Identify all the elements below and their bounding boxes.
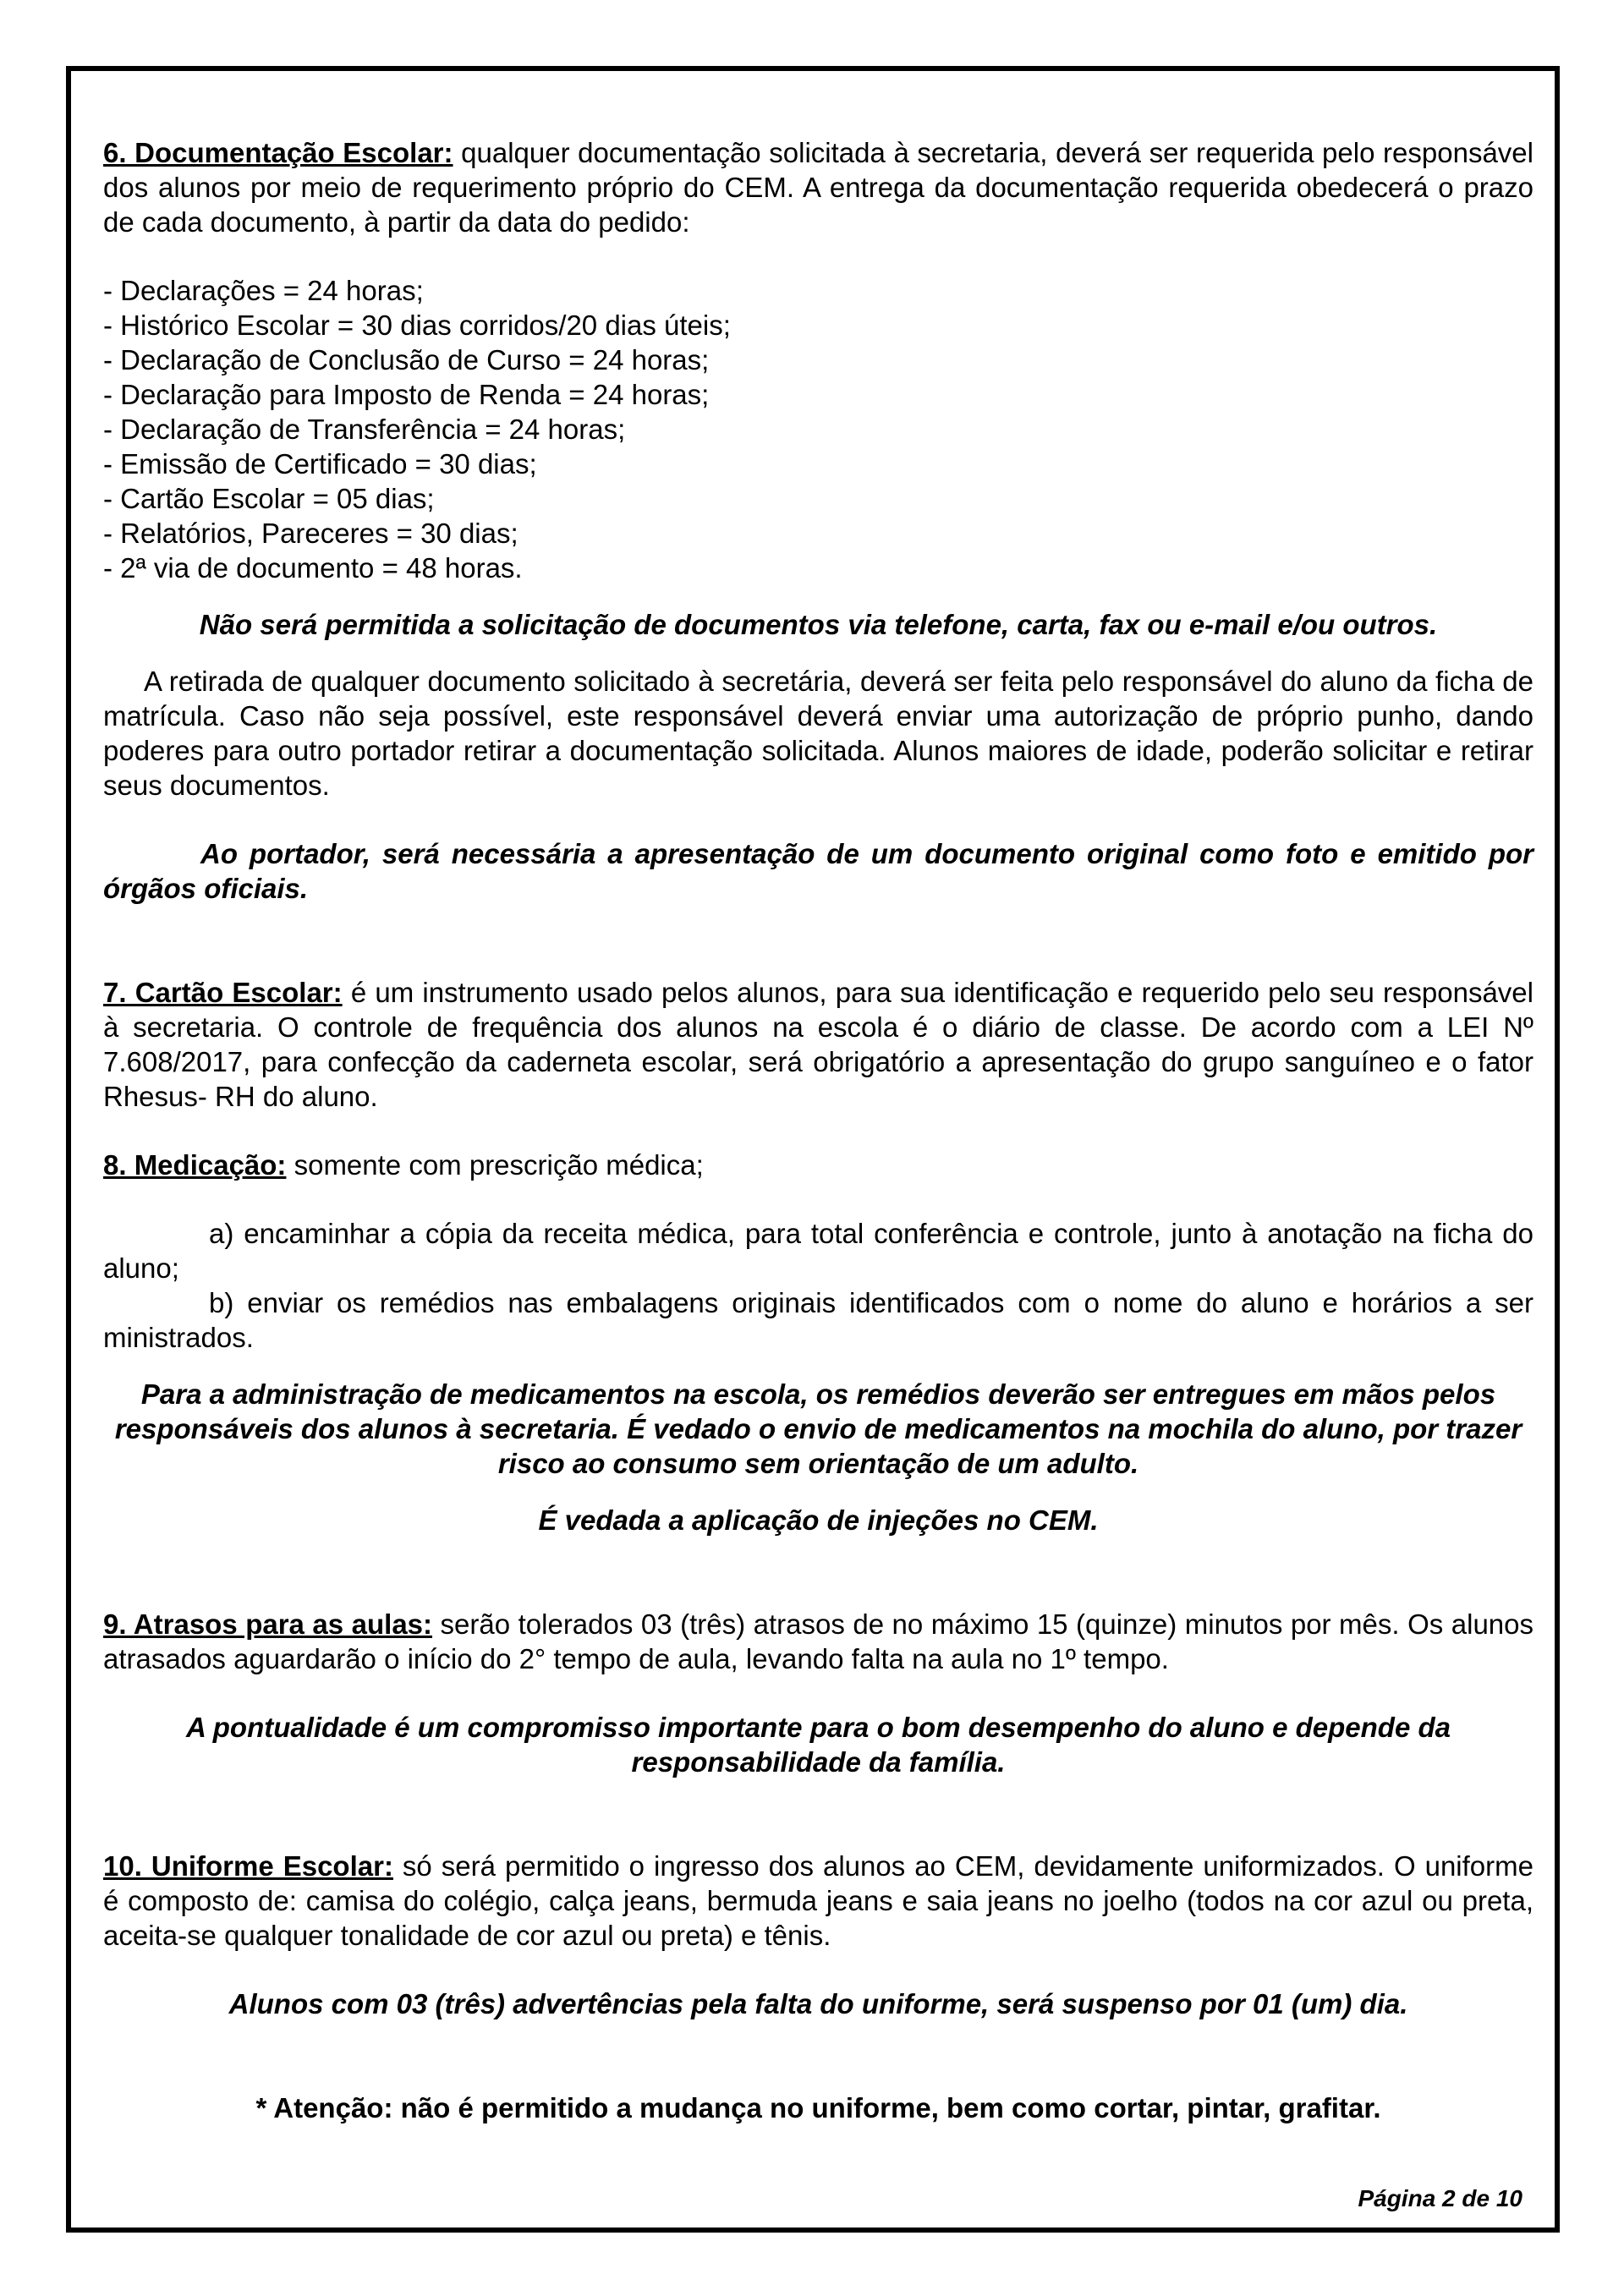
medication-item-a: a) encaminhar a cópia da receita médica, para total conferência e controle, junto à anotação na ficha do aluno;	[103, 1218, 1533, 1284]
section-medication	[103, 1148, 1533, 1182]
section-medication-intro: somente com prescrição médica;	[286, 1149, 704, 1181]
list-item: - Relatórios, Pareceres = 30 dias;	[103, 518, 518, 549]
page-number: Página 2 de 10	[1358, 2185, 1522, 2211]
section-school-card-heading: 7. Cartão Escolar:	[103, 977, 343, 1008]
list-item: - Histórico Escolar = 30 dias corridos/20 dias úteis;	[103, 310, 731, 341]
section-uniform	[103, 1849, 1533, 1953]
documentation-retrieval-paragraph: A retirada de qualquer documento solicitado à secretária, deverá ser feita pelo responsável do aluno da ficha de matrícula. Caso não seja possível, este responsável deverá enviar uma autorização de próprio punho, dando poderes para outro portador retirar a documentação solicitada. Alunos maiores de idade, poderão solicitar e retirar seus documentos.	[103, 666, 1533, 801]
list-item: - 2ª via de documento = 48 horas.	[103, 552, 523, 584]
section-medication-heading: 8. Medicação:	[103, 1149, 287, 1181]
injection-notice: É vedada a aplicação de injeções no CEM.	[538, 1504, 1099, 1536]
uniform-attention-notice: * Atenção: não é permitido a mudança no uniforme, bem como cortar, pintar, grafitar.	[255, 2092, 1381, 2123]
document-deadlines-list	[103, 273, 1533, 585]
section-documentation	[103, 135, 1533, 239]
list-item: - Cartão Escolar = 05 dias;	[103, 483, 435, 514]
list-item: - Declaração de Conclusão de Curso = 24 horas;	[103, 344, 710, 375]
section-delays-heading: 9. Atrasos para as aulas:	[103, 1608, 433, 1640]
section-delays	[103, 1607, 1533, 1676]
uniform-warning-notice: Alunos com 03 (três) advertências pela falta do uniforme, será suspenso por 01 (um) dia.	[228, 1988, 1408, 2019]
medication-delivery-notice: Para a administração de medicamentos na escola, os remédios deverão ser entregues em mãos pelos responsáveis dos alunos à secretaria. É vedado o envio de medicamentos na mochila do aluno, por trazer risco ao consumo sem orientação de um adulto.	[114, 1378, 1522, 1479]
section-documentation-intro: qualquer documentação solicitada à secretaria, deverá ser requerida pelo responsável dos alunos por meio de requerimento próprio do CEM. A entrega da documentação requerida obedecerá o prazo de cada documento, à partir da data do pedido:	[103, 137, 1533, 238]
section-delays-text: serão tolerados 03 (três) atrasos de no máximo 15 (quinze) minutos por mês. Os alunos atrasados aguardarão o início do 2° tempo de aula, levando falta na aula no 1º tempo.	[103, 1608, 1534, 1674]
section-school-card	[103, 975, 1533, 1114]
list-item: - Declarações = 24 horas;	[103, 275, 424, 306]
list-item: - Emissão de Certificado = 30 dias;	[103, 448, 537, 479]
section-uniform-text: só será permitido o ingresso dos alunos ao CEM, devidamente uniformizados. O uniforme é composto de: camisa do colégio, calça jeans, bermuda jeans e saia jeans no joelho (todos na cor azul ou preta, aceita-se qualquer tonalidade de cor azul ou preta) e tênis.	[103, 1850, 1533, 1951]
punctuality-notice: A pontualidade é um compromisso importante para o bom desempenho do aluno e depende da responsabilidade da família.	[186, 1712, 1451, 1778]
section-school-card-text: é um instrumento usado pelos alunos, para sua identificação e requerido pelo seu responsável à secretaria. O controle de frequência dos alunos na escola é o diário de classe. De acordo com a LEI Nº 7.608/2017, para confecção da caderneta escolar, será obrigatório a apresentação do grupo sanguíneo e o fator Rhesus- RH do aluno.	[103, 977, 1533, 1112]
page-frame	[66, 66, 1560, 2233]
page-content	[103, 135, 1533, 2125]
bearer-notice: Ao portador, será necessária a apresentação de um documento original como foto e emitido por órgãos oficiais.	[103, 838, 1533, 904]
documentation-request-notice: Não será permitida a solicitação de documentos via telefone, carta, fax ou e-mail e/ou outros.	[199, 609, 1438, 640]
medication-item-b: b) enviar os remédios nas embalagens originais identificados com o nome do aluno e horários a ser ministrados.	[103, 1287, 1533, 1353]
list-item: - Declaração de Transferência = 24 horas;	[103, 414, 626, 445]
section-uniform-heading: 10. Uniforme Escolar:	[103, 1850, 393, 1882]
list-item: - Declaração para Imposto de Renda = 24 horas;	[103, 379, 710, 410]
section-documentation-heading: 6. Documentação Escolar:	[103, 137, 453, 168]
